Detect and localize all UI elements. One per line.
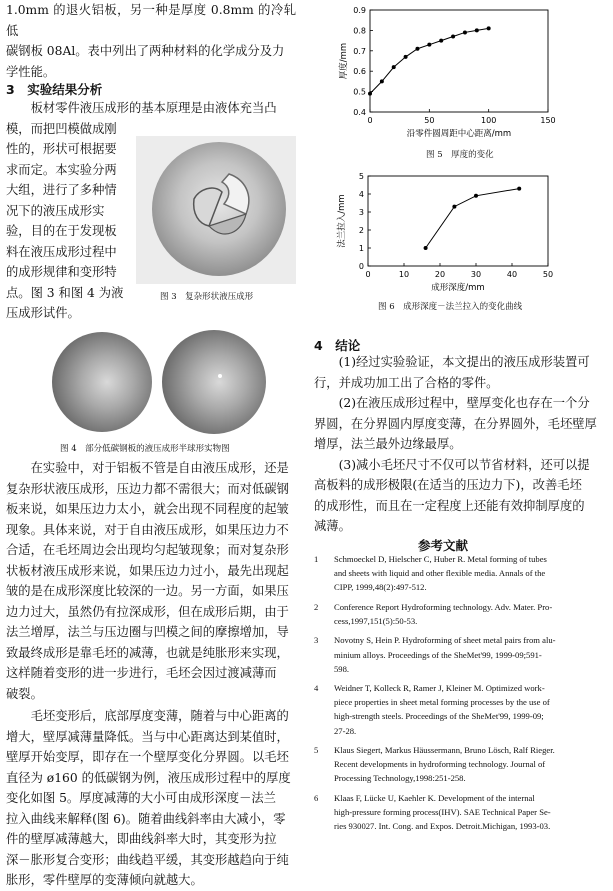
fig5-x-axis-label: 沿零件圆周距中心距离/mm — [406, 129, 512, 139]
fig4-photos — [50, 330, 300, 438]
hemisphere-part-image — [52, 332, 152, 432]
reference-line: high-pressure forming process(IHV). SAE Technical Paper Se- — [334, 807, 551, 817]
references-heading: 参考文献 — [418, 538, 469, 553]
reference-line: minium alloys. Proceedings of the SheMet'99, 1999-09;591- — [334, 649, 542, 660]
text-line: 这样随着变形的进一步进行，毛坯会因过渡减薄而 — [6, 666, 277, 680]
reference-line: 598. — [334, 663, 350, 674]
fig5-series-line — [370, 28, 489, 93]
reference-line: Conference Report Hydroforming technology. Adv. Mater. Pro- — [334, 601, 553, 612]
text-line: (3)减小毛坯尺寸不仅可以节省材料，还可以提 — [338, 457, 590, 472]
text-line: (2)在液压成形过程中，壁厚变化也存在一个分 — [338, 396, 590, 410]
fig5-y-tick-label: 0.7 — [353, 46, 366, 56]
text-line: 减薄。 — [314, 519, 351, 533]
text-line: 验，目的在于发现板 — [6, 224, 117, 238]
text-line: 件的壁厚减薄越大，即曲线斜率大时，其变形为拉 — [6, 832, 277, 846]
fig6-x-tick-label: 40 — [506, 270, 518, 279]
fig6-y-axis-label: 法兰拉入/mm — [337, 194, 347, 248]
reference-number: 5 — [314, 745, 319, 756]
reference-item — [314, 743, 598, 785]
fig5-x-tick-label: 50 — [424, 116, 435, 125]
reference-item — [314, 600, 598, 628]
reference-number: 4 — [314, 683, 319, 694]
reference-line: cess,1997,151(5):50-53. — [334, 615, 418, 626]
fig5-plot-frame — [370, 10, 548, 112]
paragraph-wrinkling — [6, 458, 296, 704]
fig5-x-tick-label: 100 — [481, 116, 497, 125]
text-line: 求而定。本实验分两 — [6, 162, 117, 177]
fig5-data-point — [427, 43, 431, 47]
fig5-data-point — [392, 65, 396, 69]
text-line: 的成形性，而且在一定程度上还能有效抑制厚度的 — [314, 498, 585, 513]
reference-line: high-strength steels. Proceedings of the SheMet'99, 1999-09; — [334, 711, 544, 722]
reference-line: Klaus Siegert, Markus Häussermann, Bruno Lösch, Ralf Rieger. — [334, 745, 555, 756]
section-3-heading: 3 实验结果分析 — [6, 82, 103, 97]
text-line: 复杂形状液压成形，压边力都不需很大；而对低碳钢 — [6, 481, 289, 496]
text-line: 大组，进行了多种情 — [6, 183, 117, 197]
fig5-series — [368, 26, 491, 95]
fig3-photo — [136, 136, 296, 284]
complex-shape-relief — [174, 164, 264, 254]
fig6-flange-draw-chart — [326, 168, 576, 300]
fig6-axes — [359, 172, 553, 279]
text-line: 在实验中，对于铝板不管是自由液压成形，还是 — [30, 461, 289, 475]
fig5-caption: 图 5 厚度的变化 — [426, 150, 494, 160]
fig6-x-tick-label: 30 — [470, 270, 482, 279]
fig6-x-tick-label: 10 — [398, 270, 410, 279]
text-line: 况下的液压成形实 — [6, 203, 105, 218]
text-line: 变化如图 5。厚度减薄的大小可由成形深度－法兰 — [6, 791, 276, 805]
text-line: 皱的是在成形深度比较深的一边。另一方面，如果压 — [6, 584, 289, 598]
fig5-data-point — [463, 30, 467, 34]
paragraph-thickness — [6, 706, 296, 891]
reference-number: 6 — [314, 792, 319, 803]
text-line: 压成形试件。 — [6, 306, 80, 320]
fig5-data-point — [368, 92, 372, 96]
fig5-x-tick-label: 0 — [367, 116, 373, 125]
reference-number: 1 — [314, 554, 319, 564]
reference-item — [314, 633, 598, 675]
text-line: 高板料的成形极限(在适当的压边力下)，改善毛坯 — [314, 478, 582, 492]
fig6-data-point — [517, 187, 521, 191]
reference-line: Novotny S, Hein P. Hydroforming of sheet metal pairs from alu- — [334, 635, 556, 646]
reference-line: Schmoeckel D, Hielscher C, Huber R. Metal forming of tubes — [334, 554, 547, 564]
text-line: 板材零件液压成形的基本原理是由液体充当凸 — [30, 101, 277, 115]
text-line: 增厚，法兰最外边缘最厚。 — [314, 437, 462, 451]
reference-line: and sheets with liquid and other flexible media. Annals of the — [334, 568, 546, 579]
reference-line: 27-28. — [334, 725, 357, 736]
reference-number: 3 — [314, 635, 319, 646]
text-line: 壁厚开始变厚，即存在一个壁厚变化分界圆。以毛坯 — [6, 750, 289, 764]
text-line: 1.0mm 的退火铝板，另一种是厚度 0.8mm 的冷轧低 — [6, 3, 296, 38]
reference-list — [314, 552, 598, 839]
fig5-data-point — [380, 79, 384, 83]
text-line: 合适，在毛坯周边会出现均匀起皱现象；而对复杂形 — [6, 543, 289, 557]
fig6-data-point — [474, 194, 478, 198]
text-line: 模，而把凹模做成刚 — [6, 121, 117, 136]
text-line: 法兰增厚，法兰与压边圈与凹模之间的摩擦增加，导 — [6, 625, 289, 639]
fig6-y-tick-label: 1 — [358, 244, 364, 253]
text-line: 直径为 ø160 的低碳钢为例，液压成形过程中的厚度 — [6, 770, 291, 785]
fig6-x-tick-label: 20 — [434, 270, 446, 279]
fig5-thickness-chart — [322, 4, 590, 146]
text-line: 拉入曲线来解释(图 6)。随着曲线斜率由大减小，零 — [6, 811, 286, 826]
fig5-data-point — [404, 55, 408, 59]
reference-item — [314, 552, 598, 594]
text-line: 界圆，在分界圆内厚度变薄，在分界圆外，毛坯壁厚 — [314, 416, 597, 431]
fig5-y-tick-label: 0.8 — [353, 26, 366, 36]
fig6-data-point — [424, 246, 428, 250]
top-paragraph — [6, 0, 296, 82]
fig6-y-tick-label: 5 — [358, 172, 364, 181]
fig6-x-tick-label: 0 — [365, 270, 371, 279]
text-line: 料在液压成形过程中 — [6, 244, 117, 259]
fig6-x-axis-label: 成形深度/mm — [431, 283, 485, 293]
text-line: 状板材液压成形来说，如果压边力过小，最先出现起 — [6, 563, 289, 578]
section-4-heading: 4 结论 — [314, 338, 361, 353]
reference-line: Klaas F, Lücke U, Kaehler K. Development of the internal — [334, 792, 535, 803]
fig5-data-point — [439, 39, 443, 43]
fig6-y-tick-label: 4 — [358, 190, 364, 199]
conclusions — [314, 352, 604, 537]
fig6-y-tick-label: 2 — [358, 226, 364, 235]
text-line: 胀形，零件壁厚的变薄倾向就越大。 — [6, 873, 203, 887]
fig6-caption: 图 6 成形深度－法兰拉入的变化曲线 — [378, 302, 523, 312]
fig5-y-tick-label: 0.4 — [353, 108, 366, 117]
text-line: 板来说，如果压边力太小，就会出现不同程度的起皱 — [6, 502, 289, 516]
reference-line: piece properties in sheet metal forming processes by the use of — [334, 697, 550, 708]
reference-item — [314, 791, 598, 833]
fig5-y-tick-label: 0.9 — [353, 6, 366, 15]
reference-line: ries 930027. Int. Cong. and Expos. Detroit.Michigan, 1993-03. — [334, 821, 551, 832]
fig5-data-point — [415, 47, 419, 51]
fig5-data-point — [475, 28, 479, 32]
text-line: (1)经过实验验证，本文提出的液压成形装置可 — [338, 355, 590, 369]
highlight-dot — [218, 374, 222, 378]
fig5-data-point — [451, 35, 455, 39]
fig5-y-tick-label: 0.5 — [353, 87, 366, 97]
text-line: 现象。具体来说，对于自由液压成形，如果压边力不 — [6, 522, 289, 537]
text-line: 增大，壁厚减薄量降低。当与中心距离达到某值时， — [6, 729, 289, 744]
fig6-plot-frame — [368, 176, 548, 266]
reference-item — [314, 681, 598, 737]
fig6-series — [424, 187, 522, 250]
text-line: 性的，形状可根据要 — [6, 142, 117, 156]
reference-number: 2 — [314, 601, 319, 612]
fig5-data-point — [487, 26, 491, 30]
reference-line: Processing Technology,1998:251-258. — [334, 773, 466, 784]
text-line: 破裂。 — [6, 686, 43, 701]
text-line: 点。图 3 和图 4 为液 — [6, 285, 124, 300]
text-line: 碳钢板 08Al。表中列出了两种材料的化学成分及力 — [6, 44, 285, 58]
text-line: 学性能。 — [6, 64, 56, 79]
fig3-caption: 图 3 复杂形状液压成形 — [160, 292, 254, 302]
fig5-y-tick-label: 0.6 — [353, 67, 366, 77]
fig5-axes — [353, 6, 555, 125]
hemisphere-part-image — [162, 330, 266, 434]
text-line: 边力过大，虽然仍有拉深成形，但在成形后期，由于 — [6, 604, 289, 619]
fig6-data-point — [452, 205, 456, 209]
fig6-series-line — [426, 189, 520, 248]
fig5-x-tick-label: 150 — [540, 116, 556, 125]
text-line: 深－胀形复合变形；曲线趋平缓，其变形越趋向于纯 — [6, 852, 289, 867]
reference-line: CIPP, 1999,48(2):497-512. — [334, 582, 427, 593]
text-line: 毛坯变形后，底部厚度变薄，随着与中心距离的 — [30, 709, 289, 723]
fig5-y-axis-label: 厚度/mm — [339, 42, 349, 80]
reference-line: Weidner T, Kolleck R, Ramer J, Kleiner M. Optimized work- — [334, 683, 545, 694]
fig6-x-tick-label: 50 — [542, 270, 554, 279]
fig4-caption: 图 4 部分低碳钢板的液压成形半球形实物图 — [60, 444, 230, 454]
fig6-y-tick-label: 0 — [358, 262, 364, 271]
text-line: 行，并成功加工出了合格的零件。 — [314, 375, 499, 390]
text-line: 的成形规律和变形特 — [6, 265, 117, 279]
fig6-y-tick-label: 3 — [358, 208, 364, 217]
reference-line: Recent developments in hydroforming technology. Journal of — [334, 759, 546, 770]
text-line: 致最终成形是靠毛坯的减薄，也就是纯胀形来实现， — [6, 645, 289, 660]
